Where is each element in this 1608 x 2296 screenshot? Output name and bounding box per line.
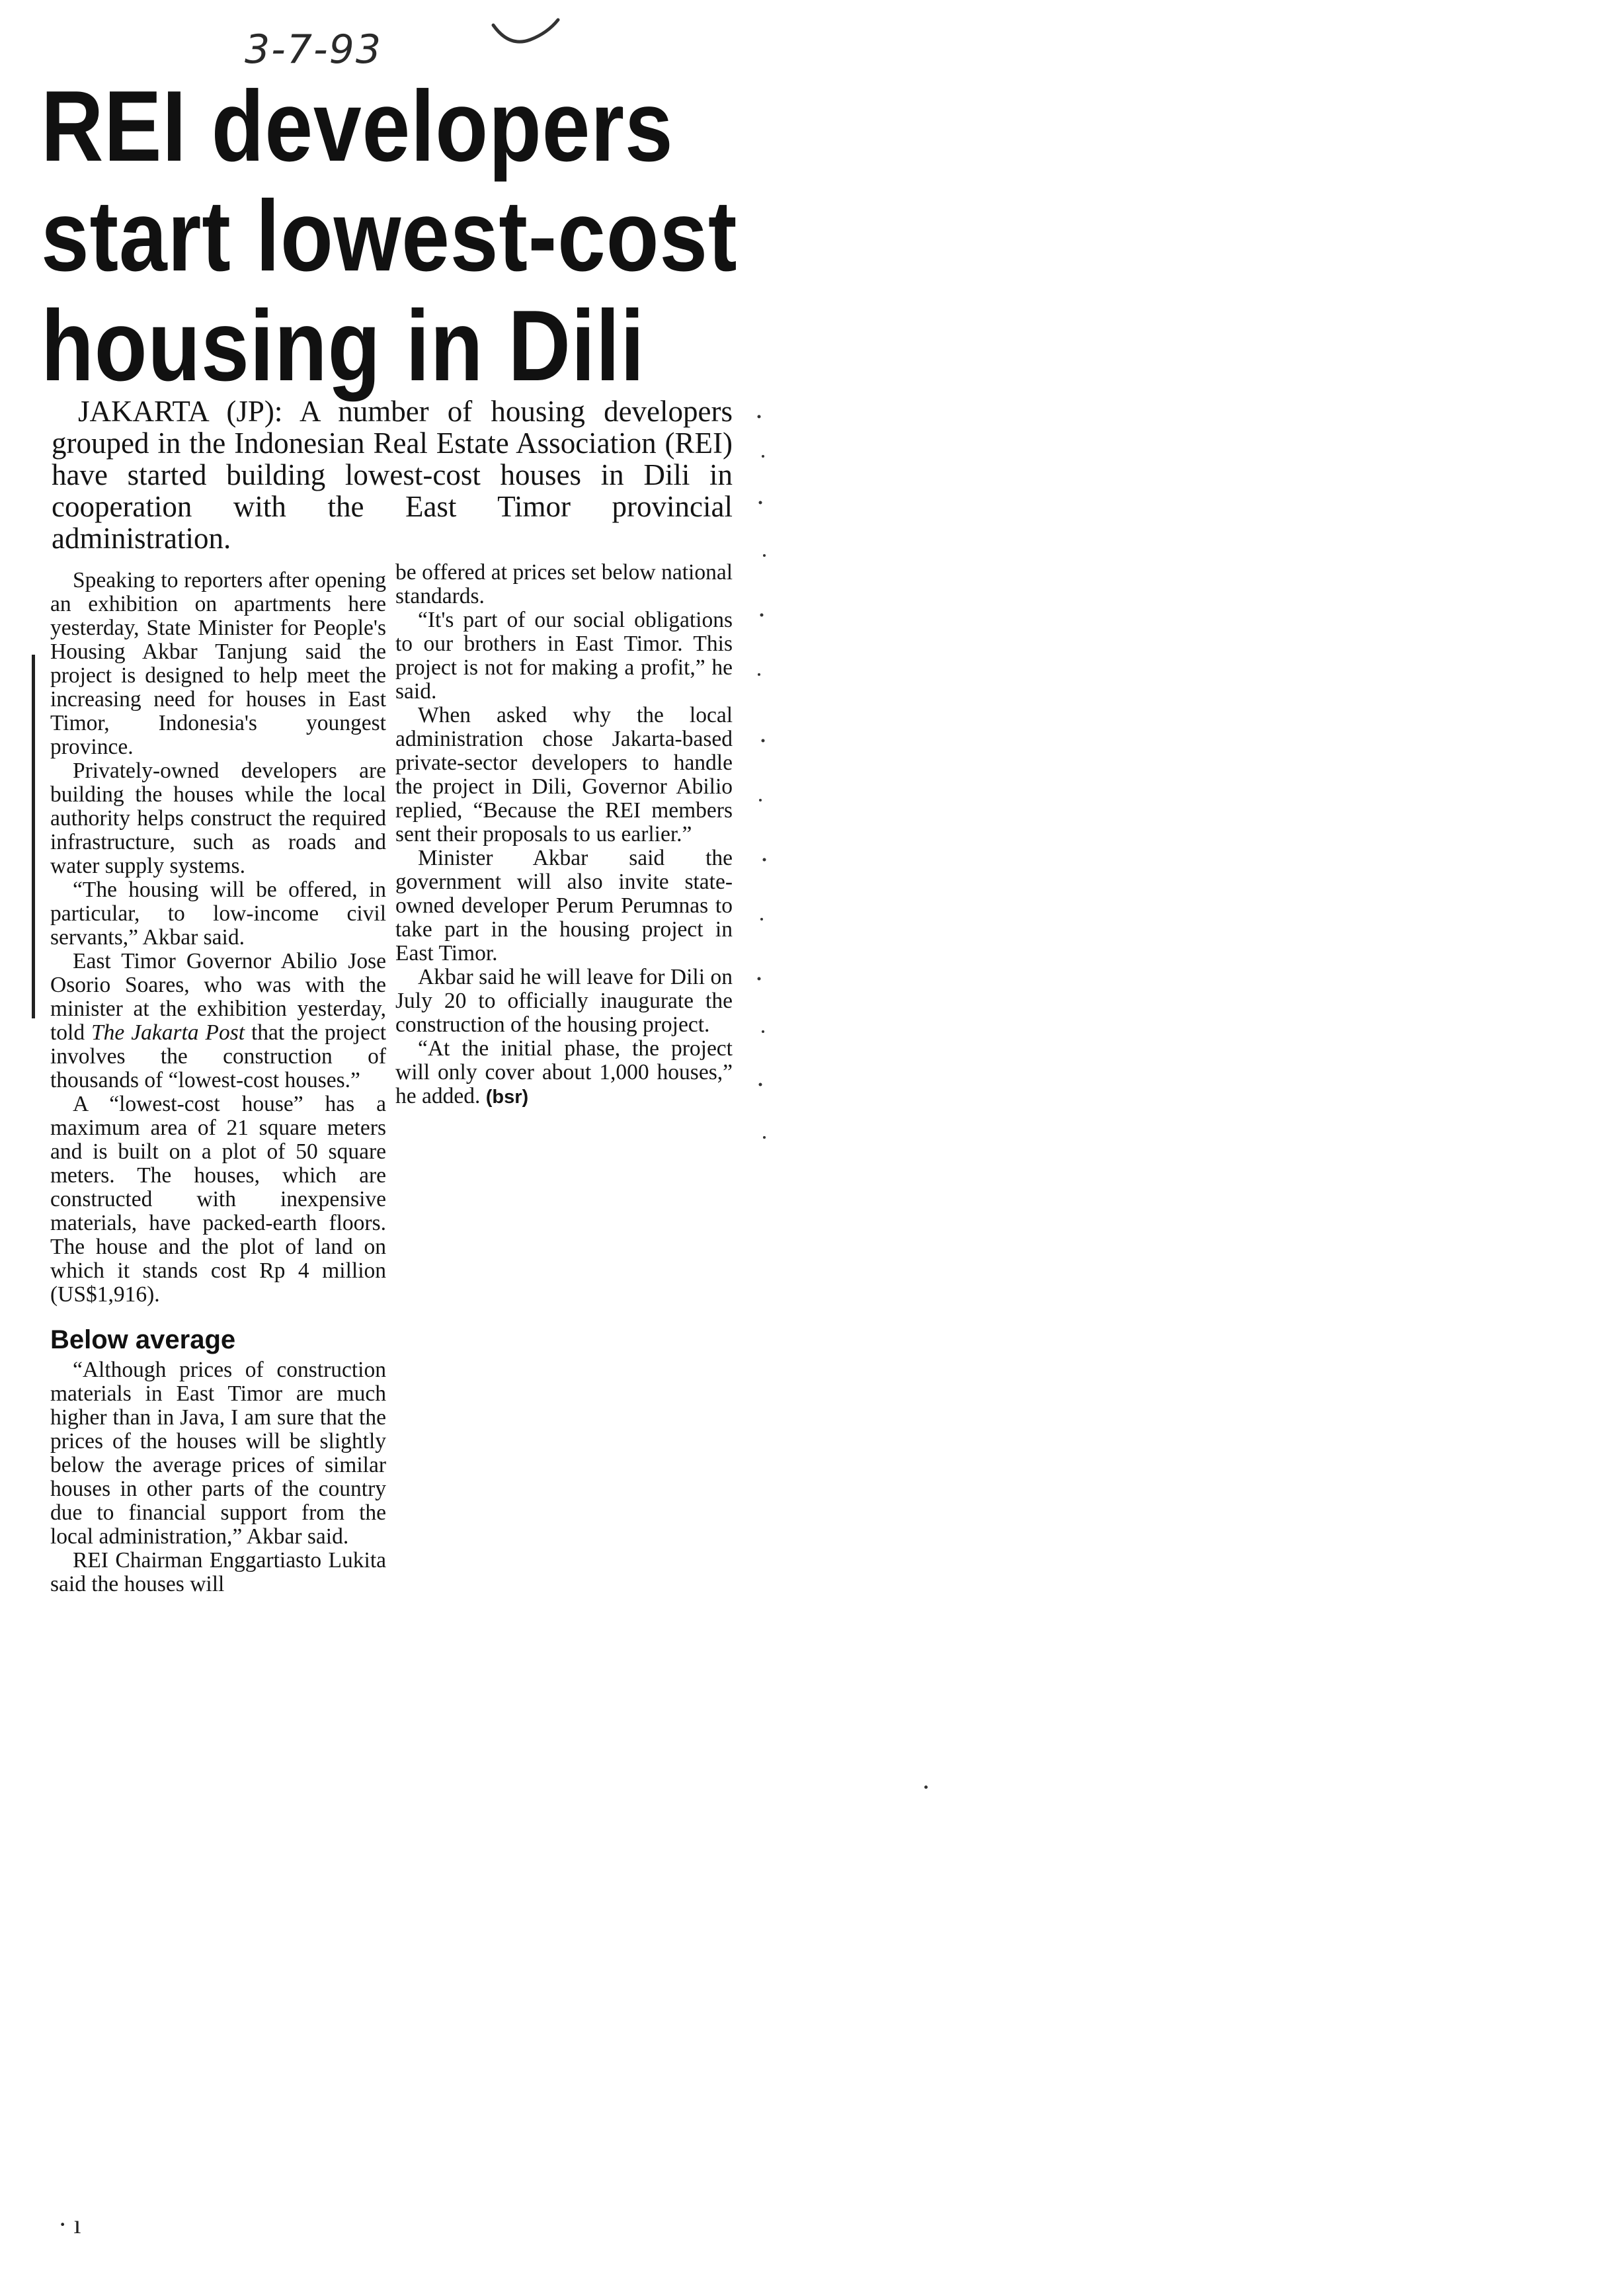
pen-check-mark — [489, 13, 569, 60]
stray-speck — [924, 1785, 928, 1789]
footer-marks: · ı — [58, 2209, 81, 2239]
col1-paragraph-7: REI Chairman Enggartiasto Lukita said the houses will — [50, 1548, 386, 1596]
lead-paragraph — [52, 395, 733, 554]
byline: (bsr) — [485, 1086, 529, 1108]
col2-paragraph-1: be offered at prices set below national standards. — [395, 560, 733, 608]
headline-line-3: housing in Dili — [41, 290, 645, 402]
col1-paragraph-3: “The housing will be offered, in particular, to low-income civil servants,” Akbar said. — [50, 878, 386, 950]
newspaper-title: The Jakarta Post — [91, 1020, 245, 1045]
headline — [41, 70, 738, 402]
subhead-below-average: Below average — [50, 1325, 236, 1354]
headline-line-2: start lowest-cost — [41, 180, 738, 292]
col1-paragraph-5: A “lowest-cost house” has a maximum area of 21 square meters and is built on a plot of 50 square meters. The houses, which are constructed with inexpensive materials, have packed-earth floors. The house and the plot of land on which it stands cost Rp 4 million (US$1,916). — [50, 1092, 386, 1307]
clipping-edge-marks — [754, 397, 774, 1256]
col2-paragraph-5: Akbar said he will leave for Dili on July 20 to officially inaugurate the construction of the housing project. — [395, 965, 733, 1037]
handwritten-date: 3-7-93 — [245, 26, 382, 73]
col1-paragraph-6: “Although prices of construction materials in East Timor are much higher than in Java, I am sure that the prices of the houses will be slightly below the average prices of similar houses in other parts of the country due to financial support from the local administration,” Akbar said. — [50, 1358, 386, 1549]
col2-p6-text: “At the initial phase, the project will only cover about 1,000 houses,” he added. — [395, 1036, 733, 1108]
col1-p4-after: that the project involves the construction of thousands of “lowest-cost houses.” — [50, 1020, 386, 1092]
col2-paragraph-3: When asked why the local administration chose Jakarta-based private-sector developers to handle the project in Dili, Governor Abilio replied, “Because the REI members sent their proposals to us earlier.” — [395, 703, 733, 846]
lead-text: JAKARTA (JP): A number of housing developers grouped in the Indonesian Real Estate Association (REI) have started building lowest-cost houses in Dili in cooperation with the East Timor provincial administration. — [52, 395, 733, 555]
col1-p4-before: East Timor Governor Abilio Jose Osorio Soares, who was with the minister at the exhibition yesterday, told — [50, 949, 386, 1045]
article-column-1 — [50, 569, 386, 1596]
col2-paragraph-2: “It's part of our social obligations to our brothers in East Timor. This project is not for making a profit,” he said. — [395, 608, 733, 704]
col1-paragraph-2: Privately-owned developers are building the houses while the local authority helps construct the required infrastructure, such as roads and water supply systems. — [50, 758, 386, 878]
col2-paragraph-4: Minister Akbar said the government will also invite state-owned developer Perum Perumnas to take part in the housing project in East Timor. — [395, 846, 733, 965]
col1-paragraph-4 — [50, 950, 386, 1092]
column-rule — [32, 655, 35, 1018]
headline-line-1: REI developers — [41, 70, 674, 183]
col1-paragraph-1: Speaking to reporters after opening an exhibition on apartments here yesterday, State Minister for People's Housing Akbar Tanjung said the project is designed to help meet the increasing need for houses in East Timor, Indonesia's youngest province. — [50, 568, 386, 759]
col2-paragraph-6 — [395, 1037, 733, 1109]
article-column-2 — [395, 561, 733, 1109]
